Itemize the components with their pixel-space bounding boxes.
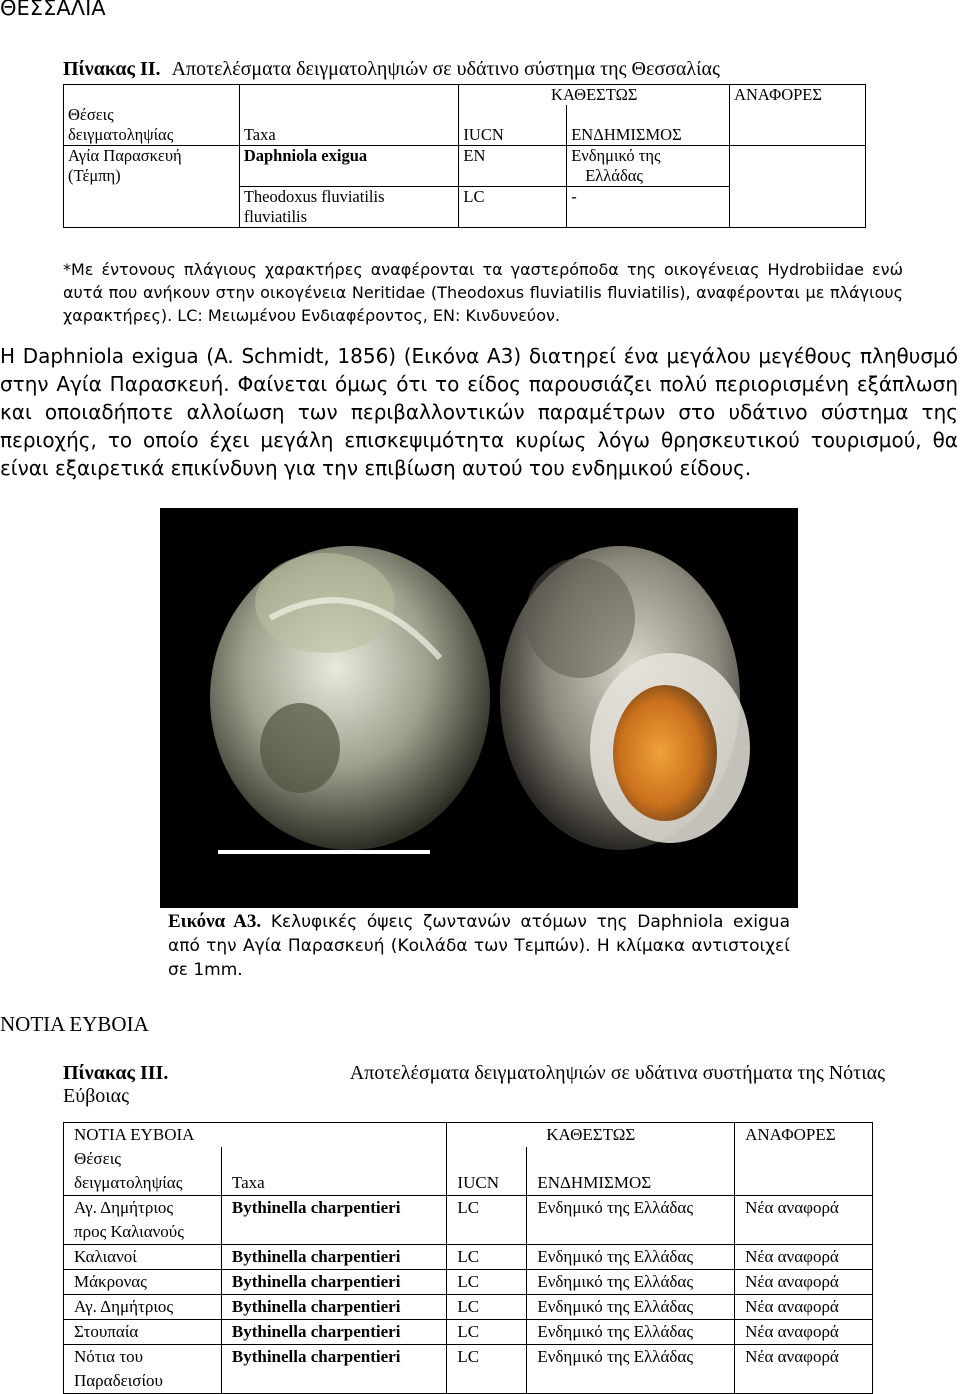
iucn-cell: LC: [447, 1196, 527, 1245]
iucn-column-header: IUCN: [459, 105, 567, 146]
iucn-cell: EN: [459, 146, 567, 187]
site-cell: [64, 146, 240, 228]
site-column-header: [64, 1147, 222, 1196]
iucn-cell: LC: [447, 1295, 527, 1320]
left-shell-shadow: [260, 703, 340, 793]
section-heading-thessaly: ΘΕΣΣΑΛΙΑ: [0, 0, 106, 20]
scale-bar: [218, 850, 430, 854]
table-row: [64, 1320, 873, 1345]
site-cell: [64, 1196, 222, 1245]
site-column-header: [64, 105, 240, 146]
iucn-cell: LC: [447, 1270, 527, 1295]
refs-group-header: ΑΝΑΦΟΡΕΣ: [730, 85, 866, 106]
taxon-cell: Bythinella charpentieri: [221, 1245, 447, 1270]
ref-cell: Νέα αναφορά: [735, 1345, 873, 1394]
site-header-line2: δειγματοληψίας: [68, 125, 174, 144]
taxon-cell: Bythinella charpentieri: [221, 1320, 447, 1345]
taxon-line1: Theodoxus fluviatilis: [243, 187, 385, 206]
iucn-cell: LC: [459, 187, 567, 228]
taxon-cell: Bythinella charpentieri: [221, 1295, 447, 1320]
table-row: [64, 1270, 873, 1295]
endemism-cell: Ενδημικό της Ελλάδας: [527, 1196, 735, 1245]
endemism-cell: Ενδημικό της Ελλάδας: [527, 1295, 735, 1320]
taxon-cell: Bythinella charpentieri: [221, 1270, 447, 1295]
site-line1: Αγ. Δημήτριος: [74, 1198, 174, 1217]
ref-cell: Νέα αναφορά: [735, 1245, 873, 1270]
ref-cell: Νέα αναφορά: [735, 1270, 873, 1295]
figure-caption: [168, 910, 790, 982]
endemism-cell: Ενδημικό της Ελλάδας: [527, 1320, 735, 1345]
site-line2: (Τέμπη): [68, 166, 121, 185]
status-group-header: ΚΑΘΕΣΤΩΣ: [459, 85, 730, 106]
endemism-cell: Ενδημικό της Ελλάδας: [527, 1345, 735, 1394]
table-header-row: [64, 105, 866, 146]
table-thessaly: [63, 84, 866, 228]
taxon-cell: Bythinella charpentieri: [221, 1345, 447, 1394]
site-cell: Καλιανοί: [64, 1245, 222, 1270]
table2-caption: [63, 58, 720, 81]
taxa-column-header: Taxa: [239, 105, 459, 146]
body-paragraph: Η Daphniola exigua (A. Schmidt, 1856) (Εικόνα Α3) διατηρεί ένα μεγάλου μεγέθους πληθυσμό στην Αγία Παρασκευή. Φαίνεται όμως ότι το είδος παρουσιάζει πολύ περιορισμένη εξάπλωση και οποιαδήποτε αλλοίωση των περιβαλλοντικών παραμέτρων στο υδάτινο σύστημα της περιοχής, το οποίο έχει μεγάλη επισκεψιμότητα κυρίως λόγω θρησκευτικού τουρισμού, θα είναι εξαιρετικά επικίνδυνη για την επιβίωση αυτού του ενδημικού είδους.: [0, 344, 958, 480]
endemism-cell: -: [567, 187, 730, 228]
endemism-cell: Ενδημικό της Ελλάδας: [527, 1245, 735, 1270]
table3-caption: [63, 1062, 885, 1108]
iucn-column-header: IUCN: [447, 1147, 527, 1196]
table-south-evia: [63, 1122, 873, 1394]
right-shell-aperture: [613, 685, 717, 821]
snail-shells-image: [160, 508, 798, 908]
site-line2: προς Καλιανούς: [74, 1222, 184, 1241]
table-footnote: *Με έντονους πλάγιους χαρακτήρες αναφέρονται τα γαστερόποδα της οικογένειας Hydrobiidae ενώ αυτά που ανήκουν στην οικογένεια Neritidae (Theodoxus fluviatilis fluviatilis), αναφέρονται με πλάγιους χαρακτήρες). LC: Μειωμένου Ενδιαφέροντος, EN: Κινδυνεύον.: [63, 260, 903, 325]
figure-label: Εικόνα Α3.: [168, 911, 262, 932]
site-cell: [64, 1345, 222, 1394]
table3-caption-text: Αποτελέσματα δειγματοληψιών σε υδάτινα συστήματα της Νότιας: [349, 1062, 885, 1084]
endemism-line2: Ελλάδας: [585, 166, 643, 185]
taxon-cell: Daphniola exigua: [239, 146, 459, 187]
taxon-cell: [239, 187, 459, 228]
table-group-header-row: [64, 85, 866, 106]
iucn-cell: LC: [447, 1320, 527, 1345]
site-line1: Νότια του: [74, 1347, 144, 1366]
taxa-column-header: Taxa: [221, 1147, 447, 1196]
status-group-header: ΚΑΘΕΣΤΩΣ: [447, 1123, 735, 1148]
site-cell: Στουπαία: [64, 1320, 222, 1345]
site-cell: Αγ. Δημήτριος: [64, 1295, 222, 1320]
ref-cell: Νέα αναφορά: [735, 1295, 873, 1320]
endemism-line1: Ενδημικό της: [571, 146, 661, 165]
table-row: [64, 1245, 873, 1270]
region-header: ΝΟΤΙΑ ΕΥΒΟΙΑ: [64, 1123, 447, 1148]
site-header-line1: Θέσεις: [68, 105, 114, 124]
ref-cell: Νέα αναφορά: [735, 1320, 873, 1345]
site-header-line1: Θέσεις: [74, 1149, 122, 1168]
table3-caption-line2: Εύβοιας: [63, 1085, 130, 1107]
iucn-cell: LC: [447, 1345, 527, 1394]
endemism-cell: Ενδημικό της Ελλάδας: [527, 1270, 735, 1295]
ref-cell: Νέα αναφορά: [735, 1196, 873, 1245]
section-heading-south-evia: ΝΟΤΙΑ ΕΥΒΟΙΑ: [0, 1012, 149, 1036]
table-group-header-row: [64, 1123, 873, 1148]
site-cell: Μάκρονας: [64, 1270, 222, 1295]
table-row: [64, 1295, 873, 1320]
table-row: [64, 146, 866, 187]
table2-caption-text: Αποτελέσματα δειγματοληψιών σε υδάτινο σύστημα της Θεσσαλίας: [171, 58, 720, 80]
refs-group-header: ΑΝΑΦΟΡΕΣ: [735, 1123, 873, 1148]
table3-label: Πίνακας ΙΙΙ.: [63, 1062, 169, 1084]
table-row: [64, 1345, 873, 1394]
table-header-row: [64, 1147, 873, 1196]
endemism-cell: [567, 146, 730, 187]
taxon-line2: fluviatilis: [243, 207, 308, 226]
site-header-line2: δειγματοληψίας: [74, 1173, 183, 1192]
table2-label: Πίνακας ΙΙ.: [63, 58, 161, 80]
table-row: [64, 1196, 873, 1245]
endemism-column-header: ΕΝΔΗΜΙΣΜΟΣ: [567, 105, 730, 146]
snail-photo: [160, 508, 798, 908]
site-line1: Αγία Παρασκευή: [68, 146, 182, 165]
iucn-cell: LC: [447, 1245, 527, 1270]
site-line2: Παραδεισίου: [74, 1371, 163, 1390]
taxon-cell: Bythinella charpentieri: [221, 1196, 447, 1245]
refs-cell: [730, 146, 866, 228]
right-shell-whorl: [525, 558, 635, 678]
figure-caption-text: Κελυφικές όψεις ζωντανών ατόμων της Daphniola exigua από την Αγία Παρασκευή (Κοιλάδα των Τεμπών). Η κλίμακα αντιστοιχεί σε 1mm.: [168, 912, 790, 980]
endemism-column-header: ΕΝΔΗΜΙΣΜΟΣ: [527, 1147, 735, 1196]
